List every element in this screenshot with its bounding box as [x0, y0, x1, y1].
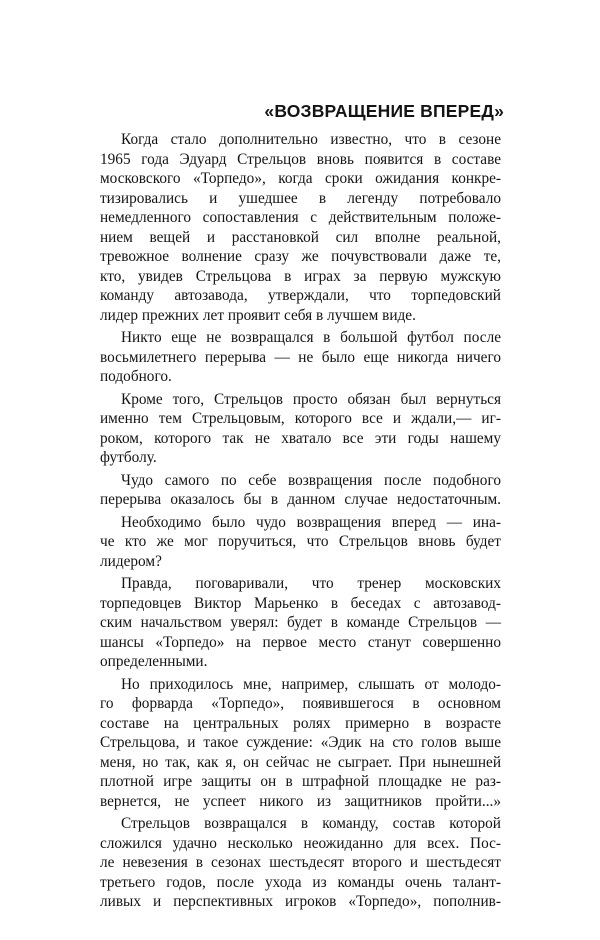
- text-line: третьего годов, после ухода из команды очень талант-: [100, 873, 501, 891]
- text-line: лидером?: [100, 552, 162, 570]
- text-line: составе на центральных ролях примерно в возрасте: [100, 714, 501, 732]
- paragraph: [100, 471, 501, 510]
- text-line: команду автозавода, утверждали, что торпедовский: [100, 287, 501, 304]
- text-line: торпедовцев Виктор Марьенко в беседах с автозавод-: [100, 594, 501, 612]
- text-line: роком, которого так не хватало все эти годы нашему: [100, 429, 501, 447]
- text-line: Когда стало дополнительно известно, что в сезоне: [121, 131, 501, 148]
- text-line: московского «Торпедо», когда сроки ожидания конкре-: [100, 170, 501, 187]
- text-line: ским начальством уверял: будет в команде Стрельцов —: [100, 614, 501, 631]
- paragraph: [100, 328, 501, 387]
- text-line: Стрельцова, и такое суждение: «Эдик на сто голов выше: [100, 734, 501, 751]
- text-line: подобного.: [100, 368, 172, 385]
- text-line: Никто еще не возвращался в большой футбол после: [121, 329, 501, 346]
- paragraph: [100, 390, 501, 468]
- paragraph: [100, 574, 501, 672]
- text-line: нием вещей и расстановкой сил вполне реальной,: [100, 228, 501, 246]
- text-line: че кто же мог поручиться, что Стрельцов вновь будет: [100, 533, 501, 550]
- text-line: лидер прежних лет проявит себя в лучшем виде.: [100, 306, 416, 324]
- text-line: шансы «Торпедо» на первое место станут совершенно: [100, 633, 501, 651]
- text-line: сложился удачно несколько неожиданно для всех. Пос-: [100, 834, 501, 852]
- paragraph: [100, 814, 501, 912]
- text-line: Необходимо было чудо возвращения вперед — ина-: [121, 513, 501, 531]
- text-line: тревожное волнение сразу же почувствовали даже те,: [100, 248, 501, 265]
- paragraph: [100, 513, 501, 572]
- text-line: футболу.: [100, 449, 157, 466]
- text-line: го форварда «Торпедо», появившегося в основном: [100, 695, 501, 712]
- text-line: Чудо самого по себе возвращения после подобного: [121, 471, 501, 489]
- text-line: перерыва оказалось бы в данном случае недостаточным.: [100, 491, 501, 508]
- text-line: ливых и перспективных игроков «Торпедо», пополнив-: [100, 893, 501, 910]
- text-line: Кроме того, Стрельцов просто обязан был вернуться: [121, 390, 501, 408]
- text-line: меня, но так, как я, он сейчас не сыграет. При нынешней: [100, 753, 501, 771]
- text-line: ле невезения в сезонах шестьдесят второго и шестьдесят: [100, 854, 501, 871]
- text-line: плотной игре защиты он в штрафной площадке не раз-: [100, 773, 501, 790]
- text-line: вернется, не успеет никого из защитников пройти...»: [100, 792, 501, 810]
- text-line: Правда, поговаривали, что тренер московских: [121, 575, 501, 592]
- body-text: [100, 130, 501, 915]
- text-line: определенными.: [100, 653, 208, 670]
- text-line: 1965 года Эдуард Стрельцов вновь появится в составе: [100, 150, 501, 168]
- text-line: Стрельцов возвращался в команду, состав которой: [121, 815, 501, 832]
- text-line: немедленного сопоставления с действительным положе-: [100, 209, 501, 226]
- text-line: тизировались и ушедшее в легенду потребовало: [100, 189, 501, 207]
- paragraph: [100, 675, 501, 812]
- chapter-title: «ВОЗВРАЩЕНИЕ ВПЕРЕД»: [264, 101, 504, 121]
- text-line: Но приходилось мне, например, слышать от молодо-: [121, 675, 501, 693]
- text-line: именно тем Стрельцовым, которого все и ждали,— иг-: [100, 410, 501, 427]
- text-line: восьмилетнего перерыва — не было еще никогда ничего: [100, 348, 501, 366]
- text-line: кто, увидев Стрельцова в играх за первую мужскую: [100, 267, 501, 285]
- paragraph: [100, 130, 501, 325]
